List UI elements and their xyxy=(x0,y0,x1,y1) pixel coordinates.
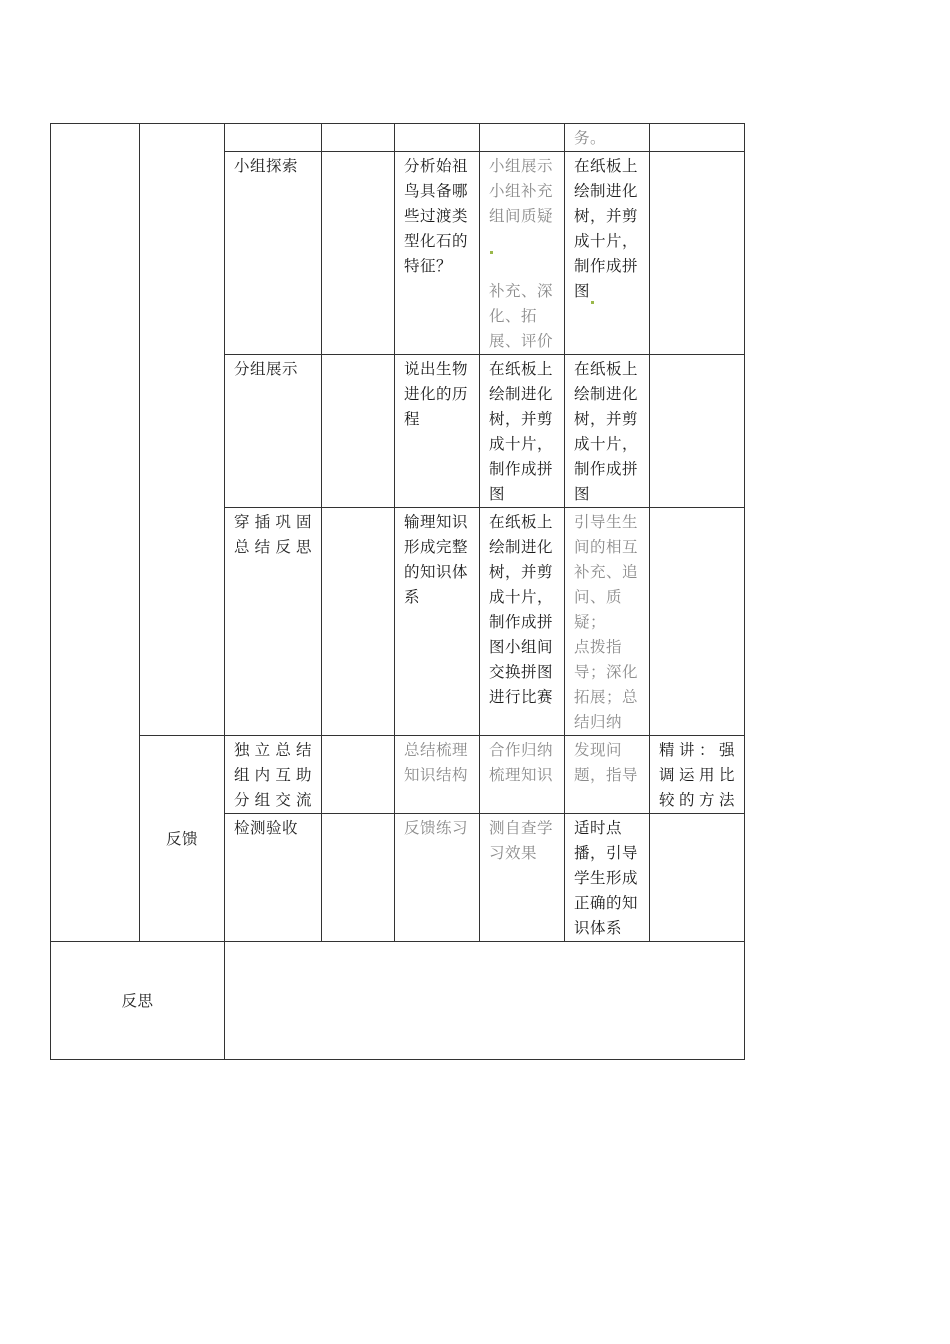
student-activity-text: 小组展示小组补充组间质疑 xyxy=(489,157,554,225)
empty-cell xyxy=(322,508,395,736)
goal-cell: 输理知识形成完整的知识体系 xyxy=(395,508,480,736)
teacher-activity-text: 引导生生间的相互补充、追问、质疑； xyxy=(574,513,639,631)
empty-cell xyxy=(322,124,395,152)
student-cell xyxy=(480,152,565,355)
teacher-activity-text: 适时点播，引导学生形成正确的知识体系 xyxy=(574,819,639,937)
lesson-plan-table xyxy=(50,123,745,1060)
student-cell: 在纸板上绘制进化树，并剪成十片，制作成拼图 xyxy=(480,355,565,508)
empty-cell xyxy=(322,152,395,355)
student-cell xyxy=(480,124,565,152)
stage-cell xyxy=(225,508,322,736)
note-cell xyxy=(650,814,745,942)
goal-cell: 反馈练习 xyxy=(395,814,480,942)
student-cell: 合作归纳梳理知识 xyxy=(480,736,565,814)
table-row xyxy=(51,736,745,814)
goal-cell: 说出生物进化的历程 xyxy=(395,355,480,508)
teacher-activity-text: 发现问题，指导 xyxy=(574,741,639,784)
sub-phase-column-cell xyxy=(140,124,225,736)
student-cell: 在纸板上绘制进化树，并剪成十片，制作成拼图小组间交换拼图进行比赛 xyxy=(480,508,565,736)
stage-text: 穿插巩固总结反思 xyxy=(234,513,312,556)
table-row xyxy=(51,124,745,152)
marker-dot xyxy=(490,251,493,254)
teacher-cell xyxy=(565,508,650,736)
phase-column-cell xyxy=(51,124,140,942)
goal-cell xyxy=(395,124,480,152)
student-activity-text: 补充、深化、拓展、评价 xyxy=(489,282,554,350)
activity-cell: 务。 xyxy=(565,124,650,152)
stage-cell: 小组探索 xyxy=(225,152,322,355)
reflection-content-cell xyxy=(225,942,745,1060)
student-cell: 测自查学习效果 xyxy=(480,814,565,942)
stage-cell xyxy=(225,124,322,152)
teacher-activity-text: 点拨指导；深化拓展；总结归纳 xyxy=(574,638,639,731)
note-cell xyxy=(650,355,745,508)
goal-cell: 总结梳理知识结构 xyxy=(395,736,480,814)
teacher-cell xyxy=(565,814,650,942)
note-cell xyxy=(650,508,745,736)
table-row xyxy=(51,942,745,1060)
teacher-cell xyxy=(565,152,650,355)
stage-cell: 检测验收 xyxy=(225,814,322,942)
teacher-cell: 在纸板上绘制进化树，并剪成十片，制作成拼图 xyxy=(565,355,650,508)
marker-dot xyxy=(591,301,594,304)
stage-cell: 分组展示 xyxy=(225,355,322,508)
stage-cell xyxy=(225,736,322,814)
reflection-label-cell: 反思 xyxy=(51,942,225,1060)
note-cell xyxy=(650,736,745,814)
stage-text: 独立总结组内互助分组交流 xyxy=(234,741,312,809)
teacher-cell xyxy=(565,736,650,814)
empty-cell xyxy=(322,355,395,508)
empty-cell xyxy=(322,736,395,814)
note-text: 精讲：强调运用比较的方法 xyxy=(659,741,735,809)
teacher-activity-text: 在纸板上绘制进化树，并剪成十片，制作成拼图 xyxy=(574,157,639,300)
note-cell xyxy=(650,152,745,355)
feedback-phase-cell: 反馈 xyxy=(140,736,225,942)
empty-cell xyxy=(322,814,395,942)
spacer xyxy=(489,254,555,279)
goal-cell: 分析始祖鸟具备哪些过渡类型化石的特征？ xyxy=(395,152,480,355)
note-cell xyxy=(650,124,745,152)
